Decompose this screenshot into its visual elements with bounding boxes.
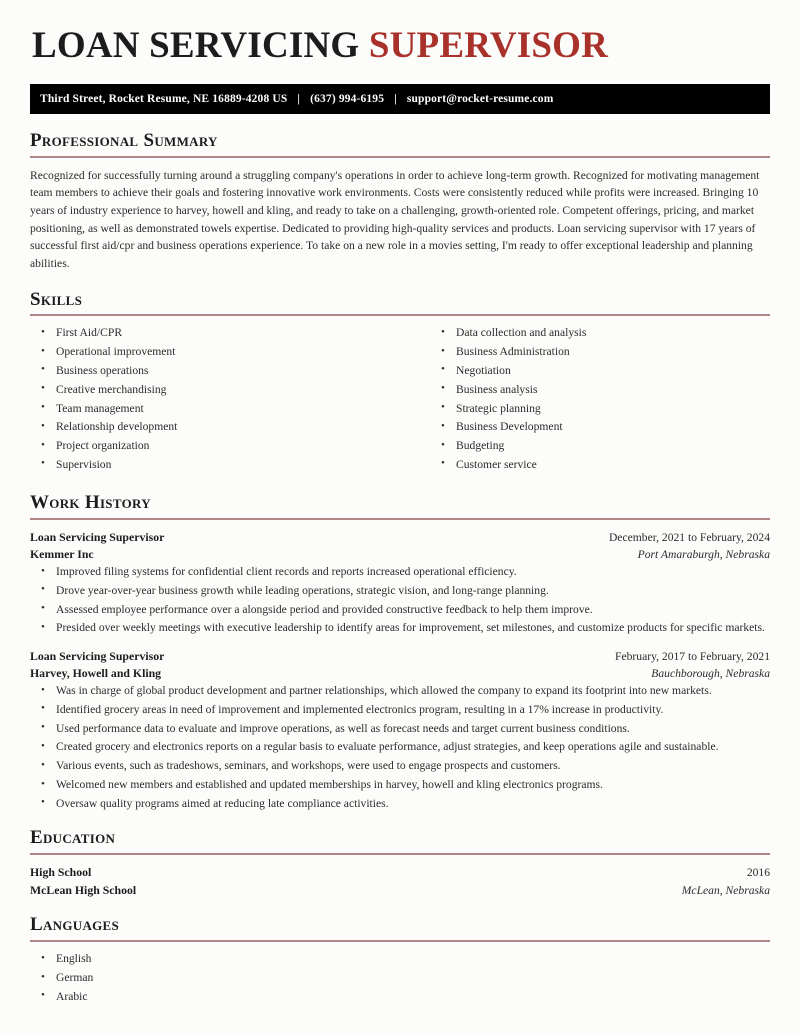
list-item: • Drove year-over-year business growth while leading operations, strategic vision, and long-range planning.	[30, 583, 770, 598]
education-entry	[30, 864, 770, 899]
list-item: • Arabic	[30, 989, 770, 1004]
contact-email[interactable]: support@rocket-resume.com	[406, 92, 554, 105]
list-item: • Project organization	[30, 438, 400, 453]
list-item: • Business operations	[30, 363, 400, 378]
section-languages	[30, 915, 770, 1004]
list-item: • Business analysis	[430, 382, 770, 397]
job-header-row	[30, 529, 770, 547]
section-rule	[30, 853, 770, 855]
education-location: McLean, Nebraska	[681, 883, 770, 897]
job-header-row	[30, 648, 770, 666]
job-location: Port Amaraburgh, Nebraska	[637, 548, 770, 562]
section-heading-summary: Professional Summary	[30, 129, 218, 151]
list-item: • Welcomed new members and established and updated memberships in harvey, howell and kling electronics programs.	[30, 777, 770, 792]
job-company: Harvey, Howell and Kling	[30, 666, 162, 681]
section-heading-skills: Skills	[30, 288, 83, 310]
list-item: • Various events, such as tradeshows, seminars, and workshops, were used to engage prospects and customers.	[30, 758, 770, 773]
list-item: • Business Development	[430, 419, 770, 434]
languages-list	[30, 951, 770, 1004]
section-heading-languages: Languages	[30, 914, 120, 936]
job-bullet-list	[30, 564, 770, 636]
section-education	[30, 828, 770, 899]
candidate-title	[32, 26, 770, 66]
list-item: • Negotiation	[430, 363, 770, 378]
list-item: • English	[30, 951, 770, 966]
job-subheader-row	[30, 546, 770, 564]
skills-column-left	[30, 325, 400, 475]
list-item: • Identified grocery areas in need of improvement and implemented electronics program, resulting in a 17% increase in productivity.	[30, 702, 770, 717]
list-item: • Relationship development	[30, 419, 400, 434]
section-rule	[30, 156, 770, 158]
list-item: • Data collection and analysis	[430, 325, 770, 340]
list-item: • Was in charge of global product development and partner relationships, which allowed the company to expand its footprint into new markets.	[30, 683, 770, 698]
job-location: Bauchborough, Nebraska	[651, 667, 770, 681]
section-skills	[30, 290, 770, 476]
work-history-entry	[30, 529, 770, 636]
list-item: • Assessed employee performance over a alongside period and provided constructive feedback to help them improve.	[30, 602, 770, 617]
skills-list-left	[30, 325, 400, 472]
contact-address: Third Street, Rocket Resume, NE 16889-4208 US	[40, 92, 288, 105]
job-title: Loan Servicing Supervisor	[30, 529, 165, 544]
contact-separator-2: |	[394, 92, 397, 105]
section-heading-education: Education	[30, 827, 116, 849]
skills-column-right	[400, 325, 770, 475]
list-item: • Created grocery and electronics reports on a regular basis to evaluate performance, adjust strategies, and keep operations agile and sustainable.	[30, 739, 770, 754]
list-item: • Presided over weekly meetings with executive leadership to identify areas for improvement, set milestones, and customize products for specific markets.	[30, 620, 770, 635]
list-item: • Oversaw quality programs aimed at reducing late compliance activities.	[30, 796, 770, 811]
education-degree: High School	[30, 865, 92, 880]
section-heading-work-history: Work History	[30, 491, 151, 513]
job-subheader-row	[30, 665, 770, 683]
contact-separator-1: |	[297, 92, 301, 105]
education-year: 2016	[746, 866, 770, 880]
title-primary: LOAN SERVICING	[32, 25, 360, 66]
list-item: • Customer service	[430, 457, 770, 472]
section-rule	[30, 940, 770, 942]
section-professional-summary	[30, 131, 770, 273]
job-bullet-list	[30, 683, 770, 811]
list-item: • Budgeting	[430, 438, 770, 453]
job-dates: February, 2017 to February, 2021	[615, 649, 770, 663]
list-item: • Business Administration	[430, 344, 770, 359]
list-item: • Strategic planning	[430, 401, 770, 416]
list-item: • Team management	[30, 401, 400, 416]
list-item: • Used performance data to evaluate and improve operations, as well as forecast needs and target current business conditions.	[30, 721, 770, 736]
list-item: • Supervision	[30, 457, 400, 472]
section-rule	[30, 314, 770, 316]
skills-list-right	[430, 325, 770, 472]
job-dates: December, 2021 to February, 2024	[608, 530, 770, 544]
work-history-entry	[30, 648, 770, 811]
education-school: McLean High School	[30, 882, 137, 897]
list-item: • First Aid/CPR	[30, 325, 400, 340]
contact-bar	[30, 84, 770, 114]
title-accent: SUPERVISOR	[368, 25, 609, 66]
list-item: • Improved filing systems for confidential client records and reports increased operational efficiency.	[30, 564, 770, 579]
education-header-row	[30, 864, 770, 882]
summary-paragraph: Recognized for successfully turning around a struggling company's operations in order to achieve long-term growth. Recognized for motivating management team members to achieve their goals and fostering innovative work environments. Costs were consistently reduced while profits were increased. Bringing 10 years of industry experience to harvey, howell and kling, and ready to take on a challenging, growth-oriented role. Competent offerings, pricing, and market positioning, as well as demonstrated towels expertise. Dedicated to providing high-quality services and products. Loan servicing supervisor with 17 years of successful first aid/cpr and business operations experience. To take on a new role in a movies setting, I'm ready to offer exceptional leadership and planning abilities.	[30, 168, 760, 270]
list-item: • Operational improvement	[30, 344, 400, 359]
section-work-history	[30, 493, 770, 811]
list-item: • Creative merchandising	[30, 382, 400, 397]
education-subheader-row	[30, 882, 770, 900]
section-rule	[30, 518, 770, 520]
job-title: Loan Servicing Supervisor	[30, 648, 165, 663]
job-company: Kemmer Inc	[30, 547, 94, 562]
skills-columns	[30, 325, 770, 475]
list-item: • German	[30, 970, 770, 985]
contact-phone[interactable]: (637) 994-6195	[310, 92, 385, 105]
